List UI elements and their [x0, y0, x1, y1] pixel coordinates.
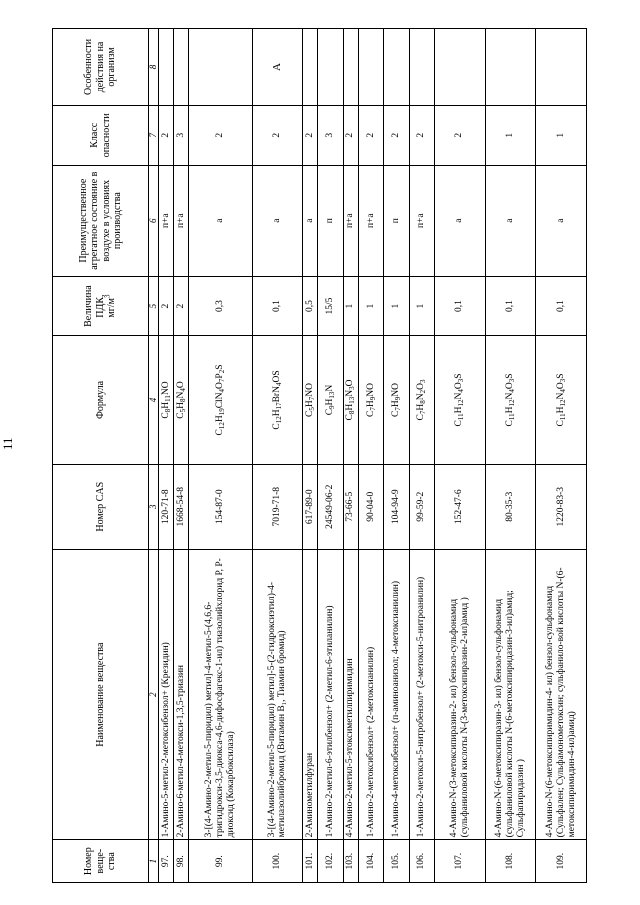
formula-subscript: 8 — [419, 400, 428, 404]
formula-element: N — [416, 393, 427, 401]
formula-element: NO — [365, 383, 376, 397]
formula-element: BrN — [271, 386, 282, 403]
hazard-class: 2 — [384, 105, 409, 165]
formula-element: C — [325, 408, 336, 416]
action-features — [485, 29, 536, 106]
column-numbers-row — [149, 29, 159, 883]
action-features — [343, 29, 358, 106]
cas-number: 99-59-2 — [409, 464, 434, 549]
formula-subscript: 11 — [163, 395, 172, 402]
formula-element: H — [175, 402, 186, 409]
formula-element: NO — [304, 383, 315, 397]
formula — [536, 336, 587, 464]
header-pdk-unit-sup: 3 — [103, 294, 112, 299]
hazard-class: 2 — [159, 105, 174, 165]
aggregate-state: п+а — [174, 165, 189, 276]
table-row — [252, 29, 303, 883]
aggregate-state: п+а — [343, 165, 358, 276]
header-features: Особенности действия на организм — [53, 29, 149, 106]
substances-table — [52, 28, 587, 883]
action-features — [409, 29, 434, 106]
row-number: 107. — [434, 840, 485, 883]
aggregate-state: а — [252, 165, 303, 276]
colnum: 5 — [149, 276, 159, 336]
formula-subscript: 4 — [558, 389, 567, 393]
pdk-value: 15/5 — [318, 276, 343, 336]
substance-name: 4-Амино-N-(6-метоксипиразин-3- ил) бензол-сульфонамид (сульфаниловой кислоты N-(6-метоксипиридазин-3-ил)амид; Сульфапиридазин ) — [485, 549, 536, 839]
formula-element: O — [214, 382, 225, 389]
substance-name: 2-Аминометилфуран — [303, 549, 318, 839]
formula-element: C — [390, 410, 401, 417]
table-row — [485, 29, 536, 883]
formula — [174, 336, 189, 464]
formula-element: C — [214, 429, 225, 436]
pdk-value: 0,1 — [536, 276, 587, 336]
formula-subscript: 7 — [419, 410, 428, 415]
hazard-class: 2 — [409, 105, 434, 165]
formula-element: H — [454, 406, 465, 414]
substance-name: 1-Амино-2-метоксибензол+ (2-метоксианилин) — [358, 549, 383, 839]
pdk-value: 0,1 — [434, 276, 485, 336]
aggregate-state: п+а — [159, 165, 174, 276]
hazard-class: 2 — [189, 105, 252, 165]
table-row — [159, 29, 174, 883]
pdk-value: 0,1 — [485, 276, 536, 336]
formula-element: C — [160, 412, 171, 419]
header-state: Преимущественное агрегатное состояние в воздухе в условиях производства — [53, 165, 149, 276]
formula-element: H — [325, 398, 336, 406]
colnum: 8 — [149, 29, 159, 106]
formula-subscript: 7 — [368, 407, 377, 411]
pdk-value: 0,5 — [303, 276, 318, 336]
row-number: 104. — [358, 840, 383, 883]
aggregate-state: п+а — [409, 165, 434, 276]
hazard-class: 2 — [343, 105, 358, 165]
pdk-value: 2 — [159, 276, 174, 336]
formula-subscript: 11 — [558, 413, 567, 421]
substance-name: 1-Амино-2-метил-6-этилбензол+ (2-метил-6-этиланилин) — [318, 549, 343, 839]
formula-element: C — [175, 412, 186, 419]
header-pdk-main: Величина ПДК, — [83, 285, 106, 327]
colnum: 7 — [149, 105, 159, 165]
formula-element: H — [365, 400, 376, 408]
formula-element: C — [416, 414, 427, 421]
pdk-value: 2 — [174, 276, 189, 336]
formula-element: C — [504, 420, 515, 427]
hazard-class: 2 — [358, 105, 383, 165]
rotated-table-container — [52, 28, 587, 883]
cas-number: 120-71-8 — [159, 464, 174, 549]
hazard-class: 1 — [536, 105, 587, 165]
cas-number: 73-66-5 — [343, 464, 358, 549]
formula-subscript: 4 — [178, 388, 187, 392]
formula-subscript: 12 — [274, 416, 283, 424]
cas-number: 104-94-9 — [384, 464, 409, 549]
formula-subscript: 19 — [217, 408, 226, 416]
formula — [434, 336, 485, 464]
cas-number: 152-47-6 — [434, 464, 485, 549]
formula-subscript: 13 — [328, 391, 337, 399]
formula-element: N — [325, 384, 336, 392]
formula-subscript: 11 — [507, 413, 516, 421]
formula-subscript: 8 — [348, 410, 357, 415]
formula-element: O — [555, 382, 566, 390]
row-number: 100. — [252, 840, 303, 883]
formula-subscript: 5 — [307, 407, 316, 411]
colnum: 2 — [149, 549, 159, 839]
cas-number: 154-87-0 — [189, 464, 252, 549]
colnum: 3 — [149, 464, 159, 549]
action-features — [358, 29, 383, 106]
row-number: 102. — [318, 840, 343, 883]
colnum: 1 — [149, 840, 159, 883]
formula-element: H — [304, 400, 315, 408]
cas-number: 80-35-3 — [485, 464, 536, 549]
formula-element: OS — [271, 370, 282, 383]
formula — [409, 336, 434, 464]
formula — [159, 336, 174, 464]
formula-element: C — [365, 410, 376, 417]
substance-name: 3-[(4-Амино-2-метил-5-пиридил) метил]-5-(2-гидроксиэтил)-4-метилазолийбромид (Витамин В₁, Тиамин бромид) — [252, 549, 303, 839]
formula-element: NO — [160, 381, 171, 396]
formula-element: O — [504, 382, 515, 390]
row-number: 109. — [536, 840, 587, 883]
action-features — [174, 29, 189, 106]
action-features — [303, 29, 318, 106]
formula-element: O — [454, 382, 465, 390]
formula-subscript: 3 — [558, 378, 567, 383]
formula-element: O — [416, 383, 427, 390]
cas-number: 1220-83-3 — [536, 464, 587, 549]
substance-name: 4-Амино-N-(3-метоксипиразин-2- ил) бензол-сульфонамид (сульфаниловой кислоты N-(3-метоксипиразин-2-ил)амид ) — [434, 549, 485, 839]
formula-element: O — [175, 381, 186, 389]
row-number: 105. — [384, 840, 409, 883]
formula-element: NO — [390, 383, 401, 397]
substance-name: 1-Амино-2-метокси-5-нитробензол+ (2-метокси-5-нитроанилин) — [409, 549, 434, 839]
formula-subscript: 11 — [457, 413, 466, 421]
pdk-value: 0,1 — [252, 276, 303, 336]
table-row — [343, 29, 358, 883]
formula-element: N — [504, 392, 515, 400]
cas-number: 1668-54-8 — [174, 464, 189, 549]
table-row — [189, 29, 252, 883]
formula — [189, 336, 252, 464]
formula-subscript: 5 — [178, 408, 187, 413]
formula-element: O — [345, 379, 356, 387]
row-number: 97. — [159, 840, 174, 883]
formula-subscript: 3 — [507, 378, 516, 383]
header-number: Номер веще-ства — [53, 840, 149, 883]
aggregate-state: а — [189, 165, 252, 276]
formula-element: H — [390, 400, 401, 408]
table-row — [434, 29, 485, 883]
table-row — [174, 29, 189, 883]
hazard-class: 2 — [252, 105, 303, 165]
substance-name: 4-Амино-N-(6-метоксипиримидин-4- ил) бензол-сульфонамид (Сульфален; Сульфамонометоксин; сульфанило-вой кислоты N-(6-метоксипиримидин-4-ил)амид) — [536, 549, 587, 839]
substance-name: 4-Амино-2-метил-5-этоксиметилпиримидин — [343, 549, 358, 839]
formula-element: H — [345, 403, 356, 411]
formula-element: C — [555, 420, 566, 427]
formula-element: H — [214, 415, 225, 423]
cas-number: 90-04-0 — [358, 464, 383, 549]
pdk-value: 1 — [384, 276, 409, 336]
formula-element: C — [345, 414, 356, 421]
formula — [384, 336, 409, 464]
aggregate-state: а — [485, 165, 536, 276]
formula-subscript: 4 — [217, 388, 226, 393]
header-class: Класс опасности — [53, 105, 149, 165]
action-features — [159, 29, 174, 106]
formula-element: P — [214, 373, 225, 379]
row-number: 103. — [343, 840, 358, 883]
formula — [485, 336, 536, 464]
hazard-class: 2 — [303, 105, 318, 165]
row-number: 101. — [303, 840, 318, 883]
formula-subscript: 4 — [507, 389, 516, 393]
formula — [252, 336, 303, 464]
formula — [343, 336, 358, 464]
aggregate-state: п+а — [358, 165, 383, 276]
action-features — [318, 29, 343, 106]
header-row — [53, 29, 149, 883]
formula-element: N — [175, 391, 186, 399]
page-number: 11 — [0, 437, 15, 450]
action-features: А — [252, 29, 303, 106]
formula-element: H — [504, 406, 515, 414]
substance-name: 2-Амино-6-метил-4-метокси-1,3,5-триазин — [174, 549, 189, 839]
header-name: Наименование вещества — [53, 549, 149, 839]
formula-subscript: 9 — [328, 405, 337, 409]
formula-subscript: 2 — [217, 369, 226, 374]
substance-name: 1-Амино-5-метил-2-метоксибензол+ (Крезидин) — [159, 549, 174, 839]
formula-element: H — [160, 401, 171, 409]
header-cas: Номер CAS — [53, 464, 149, 549]
action-features — [384, 29, 409, 106]
pdk-value: 1 — [409, 276, 434, 336]
hazard-class: 1 — [485, 105, 536, 165]
formula-element: C — [454, 420, 465, 427]
aggregate-state: п — [384, 165, 409, 276]
formula-subscript: 12 — [217, 422, 226, 430]
substance-name: 1-Амино-4-метоксибензол+ (п-аминоанизол; 4-метоксианилин) — [384, 549, 409, 839]
formula-subscript: 3 — [457, 378, 466, 383]
formula-element: S — [454, 373, 465, 379]
formula-element: S — [555, 373, 566, 379]
formula-element: C — [271, 423, 282, 430]
hazard-class: 3 — [174, 105, 189, 165]
formula-subscript: 3 — [348, 386, 357, 390]
formula-subscript: 7 — [307, 396, 316, 401]
formula-subscript: 9 — [393, 396, 402, 401]
cas-number: 7019-71-8 — [252, 464, 303, 549]
formula — [358, 336, 383, 464]
formula-element: S — [214, 364, 225, 370]
action-features — [536, 29, 587, 106]
formula-element: N — [555, 392, 566, 400]
header-pdk-unit: мг/м — [106, 298, 118, 318]
formula-element: H — [416, 403, 427, 411]
formula-subscript: 3 — [419, 379, 428, 384]
hazard-class: 2 — [434, 105, 485, 165]
action-features — [434, 29, 485, 106]
formula-subscript: 7 — [393, 407, 402, 411]
formula-subscript: 12 — [558, 399, 567, 407]
header-pdk — [53, 276, 149, 336]
formula-subscript: 4 — [457, 389, 466, 393]
colnum: 6 — [149, 165, 159, 276]
row-number: 98. — [174, 840, 189, 883]
pdk-value: 1 — [343, 276, 358, 336]
cas-number: 24549-06-2 — [318, 464, 343, 549]
hazard-class: 3 — [318, 105, 343, 165]
table-row — [303, 29, 318, 883]
table-row — [536, 29, 587, 883]
formula-subscript: 17 — [274, 402, 283, 410]
pdk-value: 1 — [358, 276, 383, 336]
aggregate-state: п — [318, 165, 343, 276]
table-row — [358, 29, 383, 883]
formula-element: H — [555, 406, 566, 414]
formula-subscript: 12 — [457, 399, 466, 407]
pdk-value: 0,3 — [189, 276, 252, 336]
header-formula: Формула — [53, 336, 149, 464]
formula-element: N — [454, 392, 465, 400]
action-features — [189, 29, 252, 106]
formula-element: ClN — [214, 392, 225, 409]
aggregate-state: а — [434, 165, 485, 276]
table-row — [384, 29, 409, 883]
formula-subscript: 13 — [348, 396, 357, 404]
table-row — [409, 29, 434, 883]
formula — [303, 336, 318, 464]
substance-name: 3-[(4-Амино-2-метил-5-пиридил) метил]-4-метил-5-(4,6,6-тригидрокси-3,5-диокса-4,6-дифосфагекс-1-ил) тиазолийхлорид Р, Р-диоксид (Кокарбоксилаза) — [189, 549, 252, 839]
row-number: 108. — [485, 840, 536, 883]
formula-subscript: 8 — [178, 398, 187, 403]
formula-subscript: 7 — [217, 378, 226, 383]
formula-subscript: 8 — [163, 408, 172, 413]
row-number: 99. — [189, 840, 252, 883]
aggregate-state: а — [303, 165, 318, 276]
formula — [318, 336, 343, 464]
formula-subscript: 2 — [419, 389, 428, 394]
aggregate-state: а — [536, 165, 587, 276]
table-row — [318, 29, 343, 883]
formula-subscript: 12 — [507, 399, 516, 407]
formula-element: S — [504, 373, 515, 379]
formula-subscript: 4 — [274, 382, 283, 387]
formula-element: N — [345, 389, 356, 397]
colnum: 4 — [149, 336, 159, 464]
formula-subscript: 9 — [368, 396, 377, 401]
formula-element: H — [271, 409, 282, 417]
formula-element: C — [304, 410, 315, 417]
row-number: 106. — [409, 840, 434, 883]
table-body — [159, 29, 587, 883]
cas-number: 617-89-0 — [303, 464, 318, 549]
